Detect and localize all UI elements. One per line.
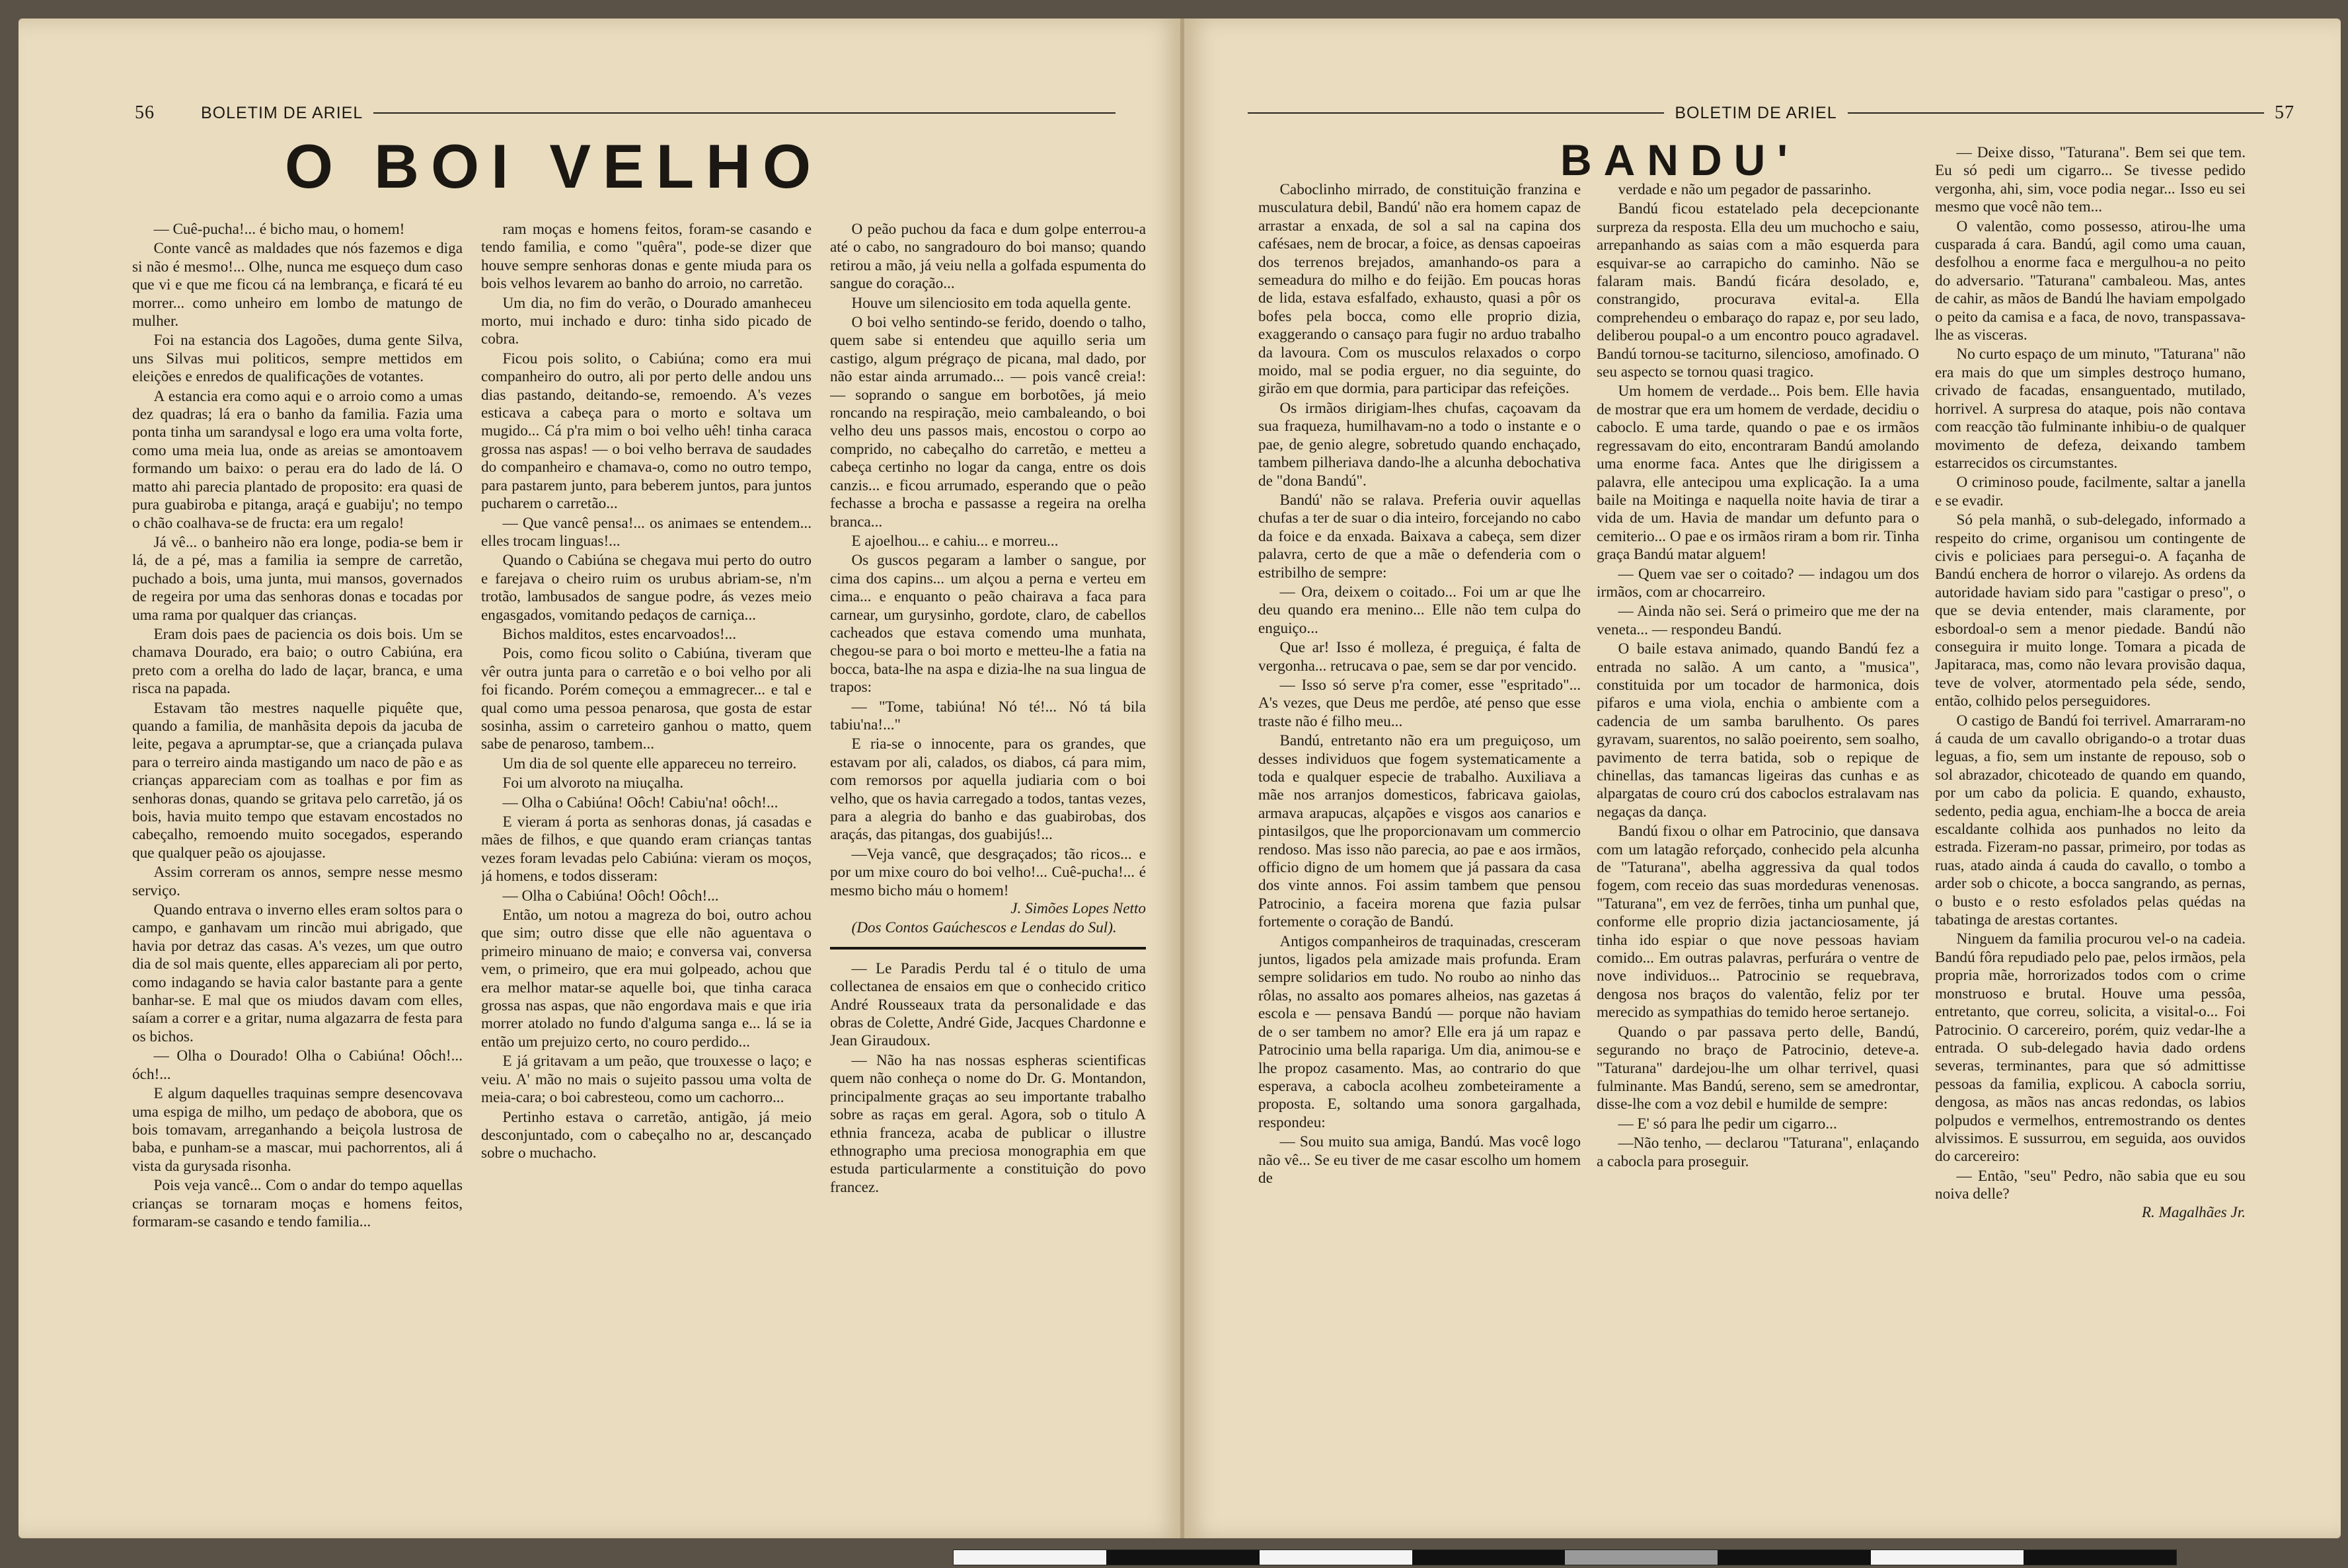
paragraph: Os guscos pegaram a lamber o sangue, por cima dos capins... um alçou a perna e verteu em cima... e enquanto o peão chairava a faca para carnear, um gurysinho, gordote, claro, de cabellos cacheados que estava comendo uma munhata, chegou-se para o boi morto e metteu-lhe a fatia na bocca, bata-lhe na aspa e dizia-lhe na sua lingua de trapos: (830, 552, 1146, 696)
paragraph: E vieram á porta as senhoras donas, já casadas e mães de filhos, e que quando eram crianças tantas vezes foram levadas pelo Cabiúna: vieram os moços, já homens, e todos disseram: (481, 813, 812, 885)
paragraph: Antigos companheiros de traquinadas, cresceram juntos, ligados pela amizade mais profunda. Eram sempre solidarios em tudo. No roubo ao ninho das rôlas, no assalto aos pomares alheios, nas gazetas á escola e — pensava Bandú — porque não haviam de o ser tambem no amor? Elle era já um rapaz e Patrocinio uma bella rapariga. Um dia, animou-se e lhe propoz casamento. Mas, ao contrario do que esperava, a cabocla acolheu zombeteiramente a proposta. E, soltando uma sonora gargalhada, respondeu: (1258, 932, 1581, 1131)
paragraph: E ajoelhou... e cahiu... e morreu... (851, 532, 1059, 550)
scan-color-strip (953, 1549, 2177, 1565)
paragraph: Quando o Cabiúna se chegava mui perto do outro e farejava o cheiro ruim os urubus abriam-se, n'm trotão, lambusados de sangue podre, ás vezes meio engasgados, vomitando pedaços de carniça... (481, 552, 812, 624)
paragraph: — Olha o Cabiúna! Oôch! Cabiu'na! oôch!... (502, 794, 778, 811)
right-page-number: 57 (2275, 102, 2294, 123)
paragraph: —Veja vancê, que desgraçados; tão ricos... e por um mixe couro do boi velho!... Cuê-pucha!... é mesmo bicho máu o homem! (830, 845, 1146, 899)
paragraph: Pois veja vancê... Com o andar do tempo aquellas crianças se tornaram moças e homens feitos, formaram-se casando e tendo familia... (132, 1177, 463, 1230)
paragraph: Conte vancê as maldades que nós fazemos e diga si não é mesmo!... Olhe, nunca me esqueço dum caso que vi e que me ficou cá na lembrança, e ficará té eu morrer... como unheiro em lombo de matungo de mulher. (132, 240, 463, 330)
paragraph: Quando entrava o inverno elles eram soltos para o campo, e ganhavam um rincão mui abrigado, que havia por detraz das casas. A's vezes, um que outro dia de sol mais quente, elles appareciam ali por perto, como indagando se havia calor bastante para a gente banhar-se. E mal que os miudos davam com elles, saíam a correr e a gritar, numa algazarra de festa para os bichos. (132, 901, 463, 1045)
left-column-2 (481, 221, 812, 1450)
paragraph: Eram dois paes de paciencia os dois bois. Um se chamava Dourado, era baio; o outro Cabiúna, era preto com a orelha do lado de laçar, branca, e uma risca na papada. (132, 625, 463, 698)
paragraph: verdade e não um pegador de passarinho. (1618, 181, 1872, 198)
paragraph: Bandú' não se ralava. Preferia ouvir aquellas chufas a ter de suar o dia inteiro, forcejando no cabo da foice e da enxada. Baixava a cabeça, sem dizer palavra, certo de que a mãe o defenderia com o estribilho de sempre: (1258, 491, 1581, 581)
right-head-rule-left (1248, 112, 1664, 114)
paragraph: Ninguem da familia procurou vel-o na cadeia. Bandú fôra repudiado pelo pae, pelos irmãos, pela propria mãe, horrorizados todos com o crime monstruoso e brutal. Houve uma pessôa, entretanto, que correu, solicita, a visital-o... Foi Patrocinio. O carcereiro, porém, quiz vedar-lhe a entrada. O sub-delegado havia dado ordens severas, terminantes, para que só admittisse pessoas da familia, explicou. A cabocla sorriu, dengosa, as mãos nas ancas redondas, os labios polpudos e vermelhos, entremostrando os dentes alvissimos. E sussurrou, em seguida, aos ouvidos do carcereiro: (1935, 930, 2246, 1166)
paragraph: Pois, como ficou solito o Cabiúna, tiveram que vêr outra junta para o carretão e o boi velho por ali foi ficando. Porém começou a emmagrecer... e tal e qual como uma pessoa penarosa, que gosta de estar sosinha, assim o carreteiro ganhou o matto, quem sabe de penaroso, tambem... (481, 645, 812, 753)
paragraph: Assim correram os annos, sempre nesse mesmo serviço. (132, 864, 463, 899)
signature-simoes-lopes: J. Simões Lopes Netto (1010, 900, 1146, 918)
paragraph: — Le Paradis Perdu tal é o titulo de uma collectanea de ensaios em que o conhecido critico André Rousseaux trata da personalidade e das obras de Colette, André Gide, Jacques Chardonne e Jean Giraudoux. (830, 959, 1146, 1050)
article-title-boi-velho: O BOI VELHO (284, 131, 823, 201)
paragraph: — Isso só serve p'ra comer, esse "espritado"... A's vezes, que Deus me perdôe, até penso que esse traste não é filho meu... (1258, 676, 1581, 730)
left-column-3 (830, 221, 1146, 1450)
paragraph: Bandú fixou o olhar em Patrocinio, que dansava com um latagão reforçado, conhecido pela alcunha de "Taturana", abelha aggressiva da qual todos fogem, com receio das suas mordeduras venenosas. "Taturana", em vez de ferrões, tinha um punhal que, conforme elle proprio dizia jactanciosamente, já tinha ido espiar o que nove pessoas haviam comido... Em outras palavras, perfurára o ventre de nove individuos... Patrocinio se requebrava, dengosa nos braços do valentão, feliz por ter merecido as sympathias do temido heroe sertanejo. (1597, 823, 1919, 1022)
paragraph: — Quem vae ser o coitado? — indagou um dos irmãos, com ar chocarreiro. (1597, 565, 1919, 601)
paragraph: — Ora, deixem o coitado... Foi um ar que lhe deu quando era menino... Elle não tem culpa do enguiço... (1258, 583, 1581, 637)
paragraph: Quando o par passava perto delle, Bandú, segurando no braço de Patrocinio, deteve-a. "Taturana" dardejou-lhe um olhar terrivel, quasi fulminante. Mas Bandú, sereno, sem se amedrontar, disse-lhe com a voz debil e humilde de sempre: (1597, 1023, 1919, 1113)
paragraph: Pertinho estava o carretão, antigão, já meio desconjuntado, com o cabeçalho no ar, descançado sobre o muchacho. (481, 1108, 812, 1162)
paragraph: —Não tenho, — declarou "Taturana", enlaçando a cabocla para proseguir. (1597, 1135, 1919, 1170)
paragraph: — "Tome, tabiúna! Nó té!... Nó tá bila tabiu'na!..." (830, 698, 1146, 733)
paragraph: Estavam tão mestres naquelle piquête que, quando a familia, de manhãsita depois da jacuba de leite, pegava a aprumptar-se, que a criançada pulava para o terreiro ainda mastigando um naco de pão e as crianças appareciam com as toalhas e por fim as senhoras donas, quando se gritava pelo carretão, já os bois, havia muito tempo que estavam encostados no cabeçalho, remoendo muito socegados, esperando que qualquer peão os ajoujasse. (132, 699, 463, 862)
article-title-bandu: BANDU' (1560, 135, 1799, 184)
paragraph: Um dia, no fim do verão, o Dourado amanheceu morto, mui inchado e duro: tinha sido picado de cobra. (481, 294, 812, 348)
right-column-3 (1935, 144, 2246, 1439)
paragraph: O valentão, como possesso, atirou-lhe uma cusparada á cara. Bandú, agil como uma cauan, desfolhou a enorme faca e mergulhou-a no peito do adversario. "Taturana" cambaleou. Mas, antes de cahir, as mãos de Bandú lhe haviam empolgado o peito da camisa e a faca, de novo, transpassava-lhe as visceras. (1935, 217, 2246, 344)
paragraph: No curto espaço de um minuto, "Taturana" não era mais do que um simples destroço humano, crivado de facadas, ensanguentado, mutilado, horrivel. A surpresa do ataque, pois não contava com reacção tão fulminante inhibiu-o de qualquer movimento de defeza, deixando tambem estarrecidos os circumstantes. (1935, 346, 2246, 472)
left-column-1 (132, 221, 463, 1450)
right-column-2 (1597, 181, 1919, 1437)
paragraph: — Olha o Cabiúna! Oôch! Oôch!... (502, 887, 719, 905)
paragraph: Só pela manhã, o sub-delegado, informado a respeito do crime, organisou um contingente de civis e policiaes para persegui-o. A façanha de Bandú enchera de horror o vilarejo. As ordens da autoridade haviam sido para "castigar o preso", o que se devia entender, mais claramente, por esbordoal-o sem a menor piedade. Bandú não conseguira ir muito longe. Tomara a picada de Japitaraca, mas, como não levara provisão daqua, teve de volver, atormentado pela séde, sendo, então, colhido pelos perseguidores. (1935, 511, 2246, 710)
left-column-3-story (830, 221, 1146, 900)
right-running-head-text: BOLETIM DE ARIEL (1675, 103, 1837, 122)
paragraph: O peão puchou da faca e dum golpe enterrou-a até o cabo, no sangradouro do boi manso; quando retirou a mão, já veiu nella a golfada espumenta do sangue do coração... (830, 221, 1146, 293)
paragraph: Bandú ficou estatelado pela decepcionante surpreza da resposta. Ella deu um muchocho e saiu, arrepanhando as saias com a mão esquerda para esquivar-se ao carrapicho do caminho. Não se falaram mais. Bandú ficára desolado, e, constrangido, procurava evital-a. Ella comprehendeu o embaraço do rapaz e, por seu lado, deliberou poupal-o a um encontro pouco agradavel. Bandú tornou-se taciturno, silencioso, amofinado. O seu aspecto se tornou quasi tragico. (1597, 200, 1919, 381)
paragraph: A estancia era como aqui e o arroio como a umas dez quadras; lá era o banho da familia. Fazia uma ponta tinha um sarandysal e logo era uma volta forte, como uma meia lua, onde as areias se amontoavem formando um baixo: o perau era do lado de lá. O matto ahi parecia plantado de proposito: era quasi de pura guabiroba e pitanga, araçá e guabiju'; no tempo o chão coalhava-se de fructa: era um regalo! (132, 387, 463, 532)
paragraph: E algum daquelles traquinas sempre desencovava uma espiga de milho, um pedaço de abobora, que os bois tomavam, arreganhando a beiçola lustrosa de baba, e punham-se a mascar, mui pachorrentos, ali á vista da gurysada risonha. (132, 1085, 463, 1175)
paragraph: Um homem de verdade... Pois bem. Elle havia de mostrar que era um homem de verdade, decidiu o caboclo. E uma tarde, quando o pae e os irmãos regressavam do eito, encontraram Bandú amolando uma enorme faca. Antes que lhe dirigissem a palavra, elle antecipou uma explicação. Ia a uma baile na Moitinga e naquella noite havia de tirar a vida de um. Havia de mandar um defunto para o cemiterio... O pae e os irmãos riram a bom rir. Tinha graça Bandú matar alguem! (1597, 383, 1919, 564)
paragraph: Já vê... o banheiro não era longe, podia-se bem ir lá, de a pé, mas a familia ia sempre de carretão, puchado a bois, uma junta, mui mansos, governados de regeira por uma das senhoras donas e tocadas por uma rama por qualquer das crianças. (132, 533, 463, 624)
paragraph: ram moças e homens feitos, foram-se casando e tendo familia, e como "quêra", pode-se dizer que houve sempre senhoras donas e gente miuda para os bois velhos levarem ao banho do arroio, no carretão. (481, 221, 812, 293)
paragraph: O castigo de Bandú foi terrivel. Amarraram-no á cauda de um cavallo obrigando-o a trotar duas leguas, a fio, sem um instante de repouso, sob o sol abrazador, chicoteado de quando em quando, por um cabo da policia. E quando, exhausto, sedento, pedia agua, enchiam-lhe a bocca de areia escaldante colhida aos punhados no leito da estrada. Fizeram-no passar, primeiro, por todas as ruas, atado ainda á cauda do cavallo, o tombo a arder sob o chicote, a bocca sangrando, as pernas, o busto e o resto esfolados pelas quédas na tabatinga de arestas cortantes. (1935, 712, 2246, 929)
paragraph: Um dia de sol quente elle appareceu no terreiro. (502, 755, 797, 772)
paragraph: Então, um notou a magreza do boi, outro achou que sim; outro disse que elle não aguentava o primeiro minuano de maio; e conversa vai, conversa vem, o primeiro, que era mui golpeado, achou que era melhor matar-se aquelle boi, que tinha caraca grossa nas aspas, que não engordava mais e que iria morrer atolado no fundo d'alguma sanga e... lá se ia então um prejuizo certo, no couro perdido... (481, 907, 812, 1051)
left-page-number: 56 (135, 102, 155, 123)
paragraph: — Cuê-pucha!... é bicho mau, o homem! (153, 221, 405, 238)
section-rule (830, 947, 1146, 950)
paragraph: Foi na estancia dos Lagoões, duma gente Silva, uns Silvas mui politicos, sempre mettidos em eleições e enredos de qualificações de votantes. (132, 332, 463, 386)
paragraph: Foi um alvoroto na miuçalha. (502, 774, 684, 792)
right-head-rule-right (1848, 112, 2264, 114)
paragraph: Os irmãos dirigiam-lhes chufas, caçoavam da sua fraqueza, humilhavam-no a todo o instante e o pae, de genio alegre, sobretudo quando enchaçado, tambem pilheriava dando-lhe a alcunha debochativa de "dona Bandú". (1258, 399, 1581, 490)
right-column-3-story (1935, 144, 2246, 1204)
paragraph: O boi velho sentindo-se ferido, doendo o talho, quem sabe si entendeu que aquillo seria um castigo, algum prégraço de picana, mal dado, por não estar ainda arrumado... — pois vancê creia!: — soprando o sangue em borbotões, já meio roncando na respiração, meio cambaleando, o boi velho deu uns passos mais, encostou o corpo ao comprido, no cabeçalho do carretão, e metteu a cabeça certinho no logar da canga, entre os dois canzis... e ficou arrumado, esperando que o peão fechasse a brocha e passasse a regeira na orelha branca... (830, 314, 1146, 531)
paragraph: — E' só para lhe pedir um cigarro... (1618, 1115, 1837, 1133)
paragraph: — Então, "seu" Pedro, não sabia que eu sou noiva delle? (1935, 1167, 2246, 1203)
paragraph: — Deixe disso, "Taturana". Bem sei que tem. Eu só pedi um cigarro... Se tivesse pedido vergonha, ahi, sim, voce podia negar... Isso eu sei mesmo que você não tem... (1935, 144, 2246, 216)
left-running-head (135, 96, 1126, 130)
signature-magalhaes: R. Magalhães Jr. (2141, 1203, 2246, 1221)
source-note: (Dos Contos Gaúchescos e Lendas do Sul). (851, 919, 1117, 937)
paragraph: Bichos malditos, estes encarvoados!... (502, 625, 736, 643)
paragraph: E ria-se o innocente, para os grandes, que estavam por ali, calados, os diabos, cá para mim, com remorsos por aquella judiaria com o boi velho, que os havia carregado a todos, tantas vezes, para a alegria do banho e das guabirobas, dos araçás, das pitangas, dos guabijús!... (830, 735, 1146, 844)
left-running-head-text: BOLETIM DE ARIEL (201, 103, 363, 122)
paragraph: — Olha o Dourado! Olha o Cabiúna! Oôch!... óch!... (132, 1047, 463, 1083)
paragraph: Caboclinho mirrado, de constituição franzina e musculatura debil, Bandú' não era homem capaz de arrastar a enxada, de sol a sal na capina dos cafésaes, nem de brocar, a foice, as densas capoeiras dos terrenos brejados, amanhando-os para a semeadura do milho e do feijão. Em poucas horas de lida, estava esfalfado, exhausto, quasi a pôr os bofes pela bocca, como elle proprio dizia, exaggerando o cansaço para fugir no arduo trabalho da lavoura. Com os musculos relaxados o corpo moido, mal se podia erguer, no dia seguinte, do girão em que dormia, para participar das refeições. (1258, 181, 1581, 398)
paragraph: E já gritavam a um peão, que trouxesse o laço; e veiu. A' mão no mais o sujeito passou uma volta de meia-cara; o boi cabresteou, como um cachorro... (481, 1053, 812, 1107)
right-column-1 (1258, 181, 1581, 1437)
paragraph: O criminoso poude, facilmente, saltar a janella e se evadir. (1935, 474, 2246, 509)
paragraph: — Ainda não sei. Será o primeiro que me der na veneta... — respondeu Bandú. (1597, 603, 1919, 638)
paragraph: — Sou muito sua amiga, Bandú. Mas você logo não vê... Se eu tiver de me casar escolho um homem de (1258, 1133, 1581, 1187)
paragraph: — Não ha nas nossas espheras scientificas quem não conheça o nome do Dr. G. Montandon, principalmente graças ao seu importante trabalho sobre as raças em geral. Agora, sob o titulo A ethnia franceza, acaba de publicar o illustre ethnographo uma preciosa monographia em que estuda particularmente a constituição do povo francez. (830, 1051, 1146, 1196)
paragraph: O baile estava animado, quando Bandú fez a entrada no salão. A um canto, a "musica", constituida por um tocador de harmonica, dois pifaros e uma viola, enchia o ambiente com a cadencia de um samba barulhento. Os pares gyravam, suarentos, no salão poeirento, sem soalho, pavimento de terra batida, sob o repique de chinellas, das tamancas ligeiras das cunhas e as alpargatas de couro crú dos caboclos estralavam nas negaças da dança. (1597, 640, 1919, 821)
paragraph: Houve um silenciosito em toda aquella gente. (851, 294, 1131, 312)
left-page (19, 19, 1182, 1538)
right-running-head (1237, 96, 2294, 130)
left-head-rule (373, 112, 1116, 114)
paragraph: Ficou pois solito, o Cabiúna; como era mui companheiro do outro, ali por perto delle andou uns dias pastando, deitando-se, remoendo. A's vezes esticava a cabeça para o morto e soltava um mugido... Cá p'ra mim o boi velho uêh! tinha caraca grossa nas aspas! — o boi velho berrava de saudades do companheiro e chamava-o, como no outro tempo, para pastarem junto, para beberem juntos, para juntos pucharem o carretão... (481, 350, 812, 513)
literary-notes (830, 960, 1146, 1197)
paragraph: Bandú, entretanto não era um preguiçoso, um desses individuos que fogem systematicamente a toda e qualquer especie de trabalho. Auxiliava a mãe nos arranjos domesticos, fabricava gaiolas, armava arapucas, alçapões e visgos aos canarios e pintasilgos, que lhe proporcionavam um commercio rendoso. Mas isso não parecia, ao pae e aos irmãos, officio digno de um homem que já passara da casa dos vinte annos. Foi assim tambem que pensou Patrocinio, a faceira morena que fazia pulsar fortemente o coração de Bandú. (1258, 732, 1581, 931)
right-page (1184, 19, 2341, 1538)
paragraph: Que ar! Isso é molleza, é preguiça, é falta de vergonha... retrucava o pae, sem se dar por vencido. (1258, 639, 1581, 675)
paragraph: — Que vancê pensa!... os animaes se entendem... elles trocam linguas!... (481, 514, 812, 550)
